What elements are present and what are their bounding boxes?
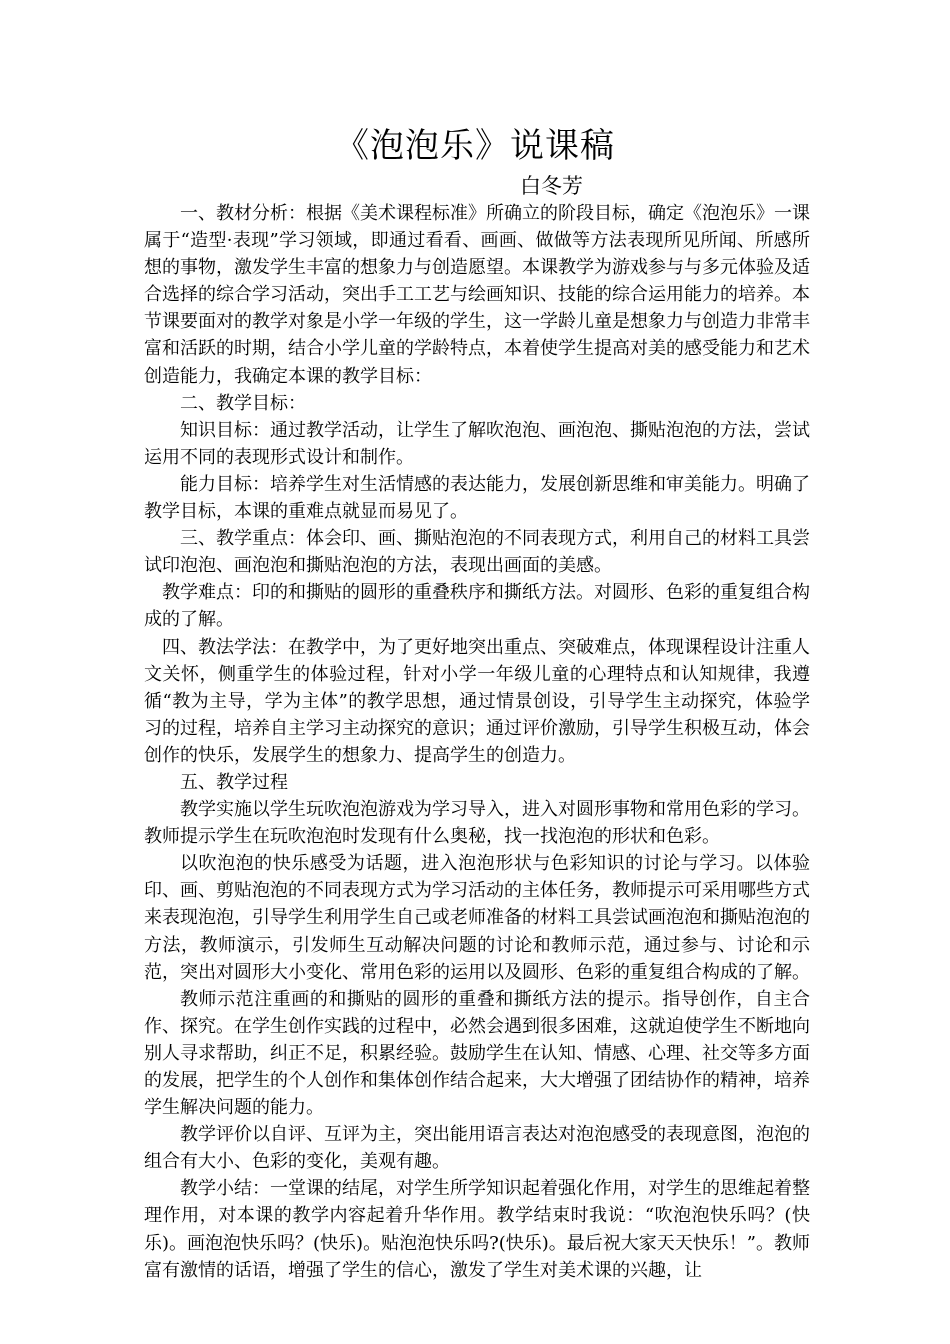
document-title: 《泡泡乐》说课稿 <box>335 126 615 166</box>
paragraph-teaching-methods: 四、教法学法：在教学中，为了更好地突出重点、突破难点，体现课程设计注重人文关怀，侧重学生的体验过程，针对小学一年级儿童的心理特点和认知规律，我遵循“教为主导，学为主体”的教学思想，通过情景创设，引导学生主动探究，体验学习的过程，培养自主学习主动探究的意识；通过评价激励，引导学生积极互动，体会创作的快乐，发展学生的想象力、提高学生的创造力。 <box>144 636 810 766</box>
document-body <box>144 200 810 1284</box>
author-name: 白冬芳 <box>520 174 583 198</box>
paragraph-teaching-focus: 三、教学重点：体会印、画、撕贴泡泡的不同表现方式，利用自己的材料工具尝试印泡泡、画泡泡和撕贴泡泡的方法，表现出画面的美感。 <box>144 528 810 577</box>
paragraph-process-demonstration: 教师示范注重画的和撕贴的圆形的重叠和撕纸方法的提示。指导创作，自主合作、探究。在学生创作实践的过程中，必然会遇到很多困难，这就迫使学生不断地向别人寻求帮助，纠正不足，积累经验。鼓励学生在认知、情感、心理、社交等多方面的发展，把学生的个人创作和集体创作结合起来，大大增强了团结协作的精神，培养学生解决问题的能力。 <box>144 988 810 1119</box>
paragraph-process-evaluation: 教学评价以自评、互评为主，突出能用语言表达对泡泡感受的表现意图，泡泡的组合有大小、色彩的变化，美观有趣。 <box>144 1124 810 1173</box>
heading-teaching-process: 五、教学过程 <box>180 771 288 793</box>
paragraph-material-analysis: 一、教材分析：根据《美术课程标准》所确立的阶段目标，确定《泡泡乐》一课属于“造型·表现”学习领域，即通过看看、画画、做做等方法表现所见所闻、所感所想的事物，激发学生丰富的想象力与创造愿望。本课教学为游戏参与与多元体验及适合选择的综合学习活动，突出手工工艺与绘画知识、技能的综合运用能力的培养。本节课要面对的教学对象是小学一年级的学生，这一学龄儿童是想象力与创造力非常丰富和活跃的时期，结合小学儿童的学龄特点，本着使学生提高对美的感受能力和艺术创造能力，我确定本课的教学目标： <box>144 203 810 387</box>
heading-teaching-goals: 二、教学目标： <box>180 392 306 414</box>
paragraph-process-intro: 教学实施以学生玩吹泡泡游戏为学习导入，进入对圆形事物和常用色彩的学习。教师提示学生在玩吹泡泡时发现有什么奥秘，找一找泡泡的形状和色彩。 <box>144 799 810 848</box>
paragraph-teaching-difficulty: 教学难点：印的和撕贴的圆形的重叠秩序和撕纸方法。对圆形、色彩的重复组合构成的了解。 <box>144 582 810 631</box>
paragraph-process-summary: 教学小结：一堂课的结尾，对学生所学知识起着强化作用，对学生的思维起着整理作用，对本课的教学内容起着升华作用。教学结束时我说：“吹泡泡快乐吗？(快乐)。画泡泡快乐吗？(快乐)。贴泡泡快乐吗?(快乐)。最后祝大家天天快乐！”。教师富有激情的话语，增强了学生的信心，激发了学生对美术课的兴趣，让 <box>144 1178 810 1281</box>
paragraph-ability-goal: 能力目标：培养学生对生活情感的表达能力，发展创新思维和审美能力。明确了教学目标，本课的重难点就显而易见了。 <box>144 473 810 523</box>
paragraph-knowledge-goal: 知识目标：通过教学活动，让学生了解吹泡泡、画泡泡、撕贴泡泡的方法，尝试运用不同的表现形式设计和制作。 <box>144 419 810 468</box>
paragraph-process-discussion: 以吹泡泡的快乐感受为话题，进入泡泡形状与色彩知识的讨论与学习。以体验印、画、剪贴泡泡的不同表现方式为学习活动的主体任务，教师提示可采用哪些方式来表现泡泡，引导学生利用学生自己或老师准备的材料工具尝试画泡泡和撕贴泡泡的方法，教师演示，引发师生互动解决问题的讨论和教师示范，通过参与、讨论和示范，突出对圆形大小变化、常用色彩的运用以及圆形、色彩的重复组合构成的了解。 <box>144 853 810 983</box>
